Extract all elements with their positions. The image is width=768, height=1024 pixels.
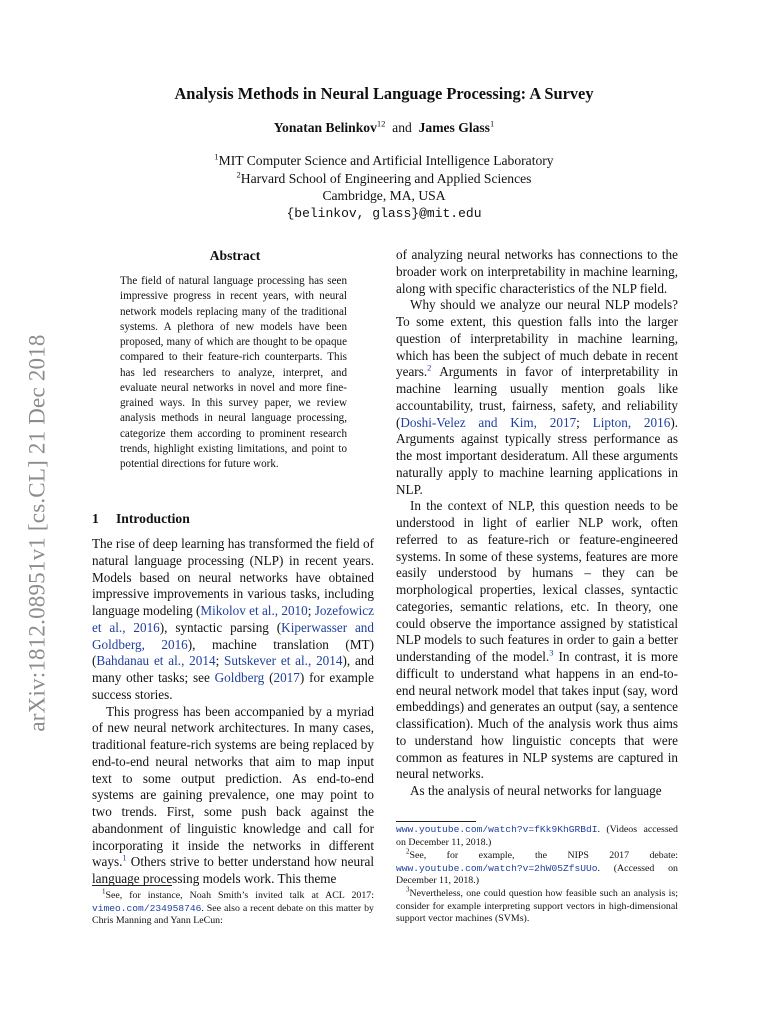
paragraph: of analyzing neural networks has connections to the broader work on interpretability in machine learning, along with specific characteristics of the NLP field. — [396, 247, 678, 296]
citation-link[interactable]: Mikolov et al., 2010 — [200, 603, 308, 618]
footnote: www.youtube.com/watch?v=fKk9KhGRBdI. (Videos accessed on December 11, 2018.) — [396, 824, 678, 848]
author-separator: and — [392, 120, 412, 135]
author-name: James Glass — [418, 120, 490, 135]
location: Cambridge, MA, USA — [322, 188, 446, 203]
left-column — [92, 536, 374, 888]
author-affil-marker: 1 — [489, 118, 495, 129]
abstract-text: The field of natural language processing has seen impressive progress in recent years, with neural network models replacing many of the traditional systems. A plethora of new models have been proposed, many of which are thought to be opaque compared to their feature-rich counterparts. This has led researchers to analyze, interpret, and evaluate neural networks in novel and more fine-grained ways. In this survey paper, we review analysis methods in neural language processing, categorize them according to prominent research trends, highlight existing limitations, and point to potential directions for future work. — [120, 275, 347, 470]
abstract-heading: Abstract — [209, 248, 261, 263]
footnote-number: 1 — [102, 887, 106, 896]
author-affil-marker: 12 — [376, 118, 386, 129]
author-line — [0, 120, 768, 136]
paragraph: This progress has been accompanied by a myriad of new neural network architectures. In many cases, traditional feature-rich systems are being replaced by end-to-end neural networks that aim to map input text to some output prediction. As end-to-end systems are gaining prevalence, one may point to two trends. First, some push back against the abandonment of linguistic knowledge and call for incorporating it inside the networks in different ways.$^1$ Others strive to better understand how neural language processing models work. This theme — [92, 703, 374, 886]
paragraph: The rise of deep learning has transformed the field of natural language processing (NLP) in recent years. Models based on neural networks have obtained impressive improvements in various tasks, including language modeling (Mikolov et al., 2010; Jozefowicz et al., 2016), syntactic parsing (Kiperwasser and Goldberg, 2016), machine translation (MT) (Bahdanau et al., 2014; Sutskever et al., 2014), and many other tasks; see Goldberg (2017) for example success stories. — [92, 536, 375, 702]
footnote-url[interactable]: www.youtube.com/watch?v=fKk9KhGRBdI — [396, 824, 598, 835]
footnote-rule — [92, 885, 172, 886]
section-number: 1 — [92, 511, 99, 526]
paragraph: As the analysis of neural networks for language — [410, 783, 662, 798]
section-heading — [92, 511, 190, 527]
citation-link[interactable]: Goldberg — [214, 670, 265, 685]
citation-link[interactable]: Doshi-Velez and Kim, 2017 — [400, 414, 577, 430]
arxiv-stamp — [18, 318, 58, 748]
right-column — [396, 247, 678, 800]
footnote: $^2$See, for example, the NIPS 2017 debate: www.youtube.com/watch?v=2hW05ZfsUUo. (Accessed on December 11, 2018.) — [396, 847, 678, 887]
footnote-marker[interactable]: 3 — [549, 647, 554, 658]
affiliation-text: MIT Computer Science and Artificial Intelligence Laboratory — [218, 153, 554, 168]
citation-link[interactable]: Kiperwasser and Goldberg, 2016 — [92, 619, 374, 652]
footnote-marker[interactable]: 1 — [122, 852, 127, 863]
paper-title: Analysis Methods in Neural Language Processing: A Survey — [174, 84, 594, 103]
footnote-url[interactable]: vimeo.com/234958746 — [92, 902, 202, 914]
section-title: Introduction — [116, 511, 190, 526]
citation-link[interactable]: Lipton, 2016 — [592, 414, 671, 430]
paragraph: Why should we analyze our neural NLP models? To some extent, this question falls into the larger question of interpretability in machine learning, which has been the subject of much debate in recent years.$^2$ Arguments in favor of interpretability in machine learning usually mention goals like accountability, trust, fairness, safety, and reliability (Doshi-Velez and Kim, 2017; Lipton, 2016). Arguments against typically stress performance as the most important desideratum. All these arguments naturally apply to machine learning applications in NLP. — [396, 297, 679, 497]
affil-marker: 2 — [236, 168, 241, 179]
affiliation-text: Harvard School of Engineering and Applied Sciences — [240, 170, 532, 186]
paragraph: In the context of NLP, this question needs to be understood in light of earlier NLP work, often referred to as feature-rich or feature-engineered systems. In some of these systems, features are more easily understood by humans – they can be morphological properties, lexical classes, syntactic categories, semantic relations, etc. In theory, one could observe the importance assigned by statistical NLP models to such features in order to gain a better understanding of the model.$^3$ In contrast, it is more difficult to understand what happens in an end-to-end neural network model that takes input (say, word embeddings) and generates an output (say, a sentence classification). Much of the analysis work thus aims to understand how linguistic concepts that were common as features in NLP systems are captured in neural networks. — [396, 498, 678, 782]
citation-link[interactable]: Jozefowicz et al., 2016 — [92, 603, 375, 635]
citation-link[interactable]: 2017 — [273, 670, 300, 685]
citation-link[interactable]: Sutskever et al., 2014 — [224, 653, 343, 669]
author-email: {belinkov, glass}@mit.edu — [286, 205, 482, 221]
affiliation-line — [0, 152, 768, 170]
footnote-url[interactable]: www.youtube.com/watch?v=2hW05ZfsUUo — [396, 862, 598, 874]
affiliations — [0, 152, 768, 222]
footnote-marker[interactable]: 2 — [427, 362, 432, 373]
footnote-number: 3 — [406, 885, 410, 894]
footnote-rule — [396, 821, 476, 822]
author-name: Yonatan Belinkov — [273, 120, 377, 135]
arxiv-identifier: arXiv:1812.08951v1 [cs.CL] 21 Dec 2018 — [25, 334, 51, 732]
affil-marker: 1 — [214, 151, 219, 162]
footnote-number: 2 — [406, 847, 410, 856]
affiliation-line — [0, 170, 768, 188]
citation-link[interactable]: Bahdanau et al., 2014 — [96, 653, 216, 669]
footnote: $^3$Nevertheless, one could question how feasible such an analysis is; consider for example interpreting support vectors in high-dimensional support vector machines (SVMs). — [396, 885, 678, 925]
footnote: $^1$See, for instance, Noah Smith’s invited talk at ACL 2017: vimeo.com/234958746. See also a recent debate on this matter by Chris Manning and Yann LeCun: — [92, 887, 374, 927]
